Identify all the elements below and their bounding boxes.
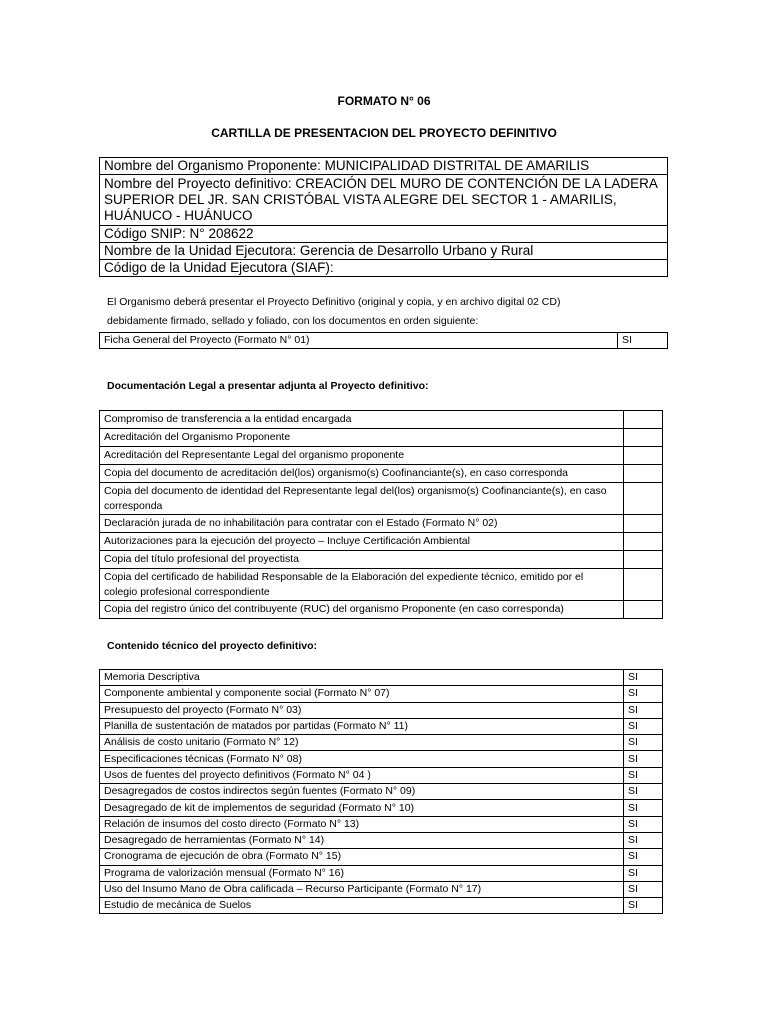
tecnico-value: SI (624, 849, 663, 865)
legal-item: Copia del documento de identidad del Representante legal del(los) organismo(s) Coofinanciante(s), en caso corresponda (100, 483, 624, 515)
checkbox-cell (624, 465, 663, 483)
legal-item: Acreditación del Representante Legal del organismo proponente (100, 447, 624, 465)
checkbox-cell (624, 515, 663, 533)
table-row (100, 751, 663, 767)
ficha-table (99, 332, 668, 349)
legal-item: Copia del documento de acreditación del(los) organismo(s) Coofinanciante(s), en caso corresponda (100, 465, 624, 483)
tecnico-item: Planilla de sustentación de matados por partidas (Formato N° 11) (100, 718, 624, 734)
legal-docs-table (99, 410, 663, 619)
checkbox-cell (624, 569, 663, 601)
tecnico-value: SI (624, 881, 663, 897)
tecnico-item: Cronograma de ejecución de obra (Formato N° 15) (100, 849, 624, 865)
table-row (100, 800, 663, 816)
table-row (100, 447, 663, 465)
tecnico-item: Desagregado de herramientas (Formato N° 14) (100, 832, 624, 848)
project-info-table (99, 157, 668, 277)
tecnico-item: Especificaciones técnicas (Formato N° 08) (100, 751, 624, 767)
tecnico-item: Uso del Insumo Mano de Obra calificada – Recurso Participante (Formato N° 17) (100, 881, 624, 897)
table-row (100, 686, 663, 702)
checkbox-cell (624, 411, 663, 429)
codigo-unidad-ejecutora: Código de la Unidad Ejecutora (SIAF): (100, 260, 668, 277)
table-row (100, 533, 663, 551)
legal-item: Autorizaciones para la ejecución del proyecto – Incluye Certificación Ambiental (100, 533, 624, 551)
table-row (100, 483, 663, 515)
tecnico-value: SI (624, 832, 663, 848)
tecnico-value: SI (624, 816, 663, 832)
tecnico-value: SI (624, 686, 663, 702)
table-row (100, 767, 663, 783)
checkbox-cell (624, 601, 663, 619)
info-row (100, 226, 668, 243)
form-number: FORMATO N° 06 (337, 94, 431, 108)
tecnico-value: SI (624, 718, 663, 734)
tecnico-value: SI (624, 865, 663, 881)
tecnico-item: Relación de insumos del costo directo (Formato N° 13) (100, 816, 624, 832)
intro-line-1: El Organismo deberá presentar el Proyecto Definitivo (original y copia, y en archivo digital 02 CD) (107, 296, 561, 308)
tecnico-item: Presupuesto del proyecto (Formato N° 03) (100, 702, 624, 718)
table-row (100, 881, 663, 897)
checkbox-cell (624, 429, 663, 447)
table-row (100, 333, 668, 349)
organismo-proponente: Nombre del Organismo Proponente: MUNICIPALIDAD DISTRITAL DE AMARILIS (100, 158, 668, 175)
checkbox-cell (624, 533, 663, 551)
tecnico-value: SI (624, 735, 663, 751)
table-row (100, 465, 663, 483)
checkbox-cell (624, 447, 663, 465)
checkbox-cell (624, 483, 663, 515)
codigo-snip: Código SNIP: N° 208622 (100, 226, 668, 243)
tecnico-item: Programa de valorización mensual (Formato N° 16) (100, 865, 624, 881)
tecnico-item: Memoria Descriptiva (100, 670, 624, 686)
tecnico-value: SI (624, 702, 663, 718)
ficha-value: SI (618, 333, 668, 349)
tecnico-item: Componente ambiental y componente social (Formato N° 07) (100, 686, 624, 702)
legal-item: Compromiso de transferencia a la entidad encargada (100, 411, 624, 429)
info-row (100, 260, 668, 277)
table-row (100, 429, 663, 447)
table-row (100, 865, 663, 881)
checkbox-cell (624, 551, 663, 569)
tecnico-item: Estudio de mecánica de Suelos (100, 898, 624, 914)
tecnico-value: SI (624, 784, 663, 800)
legal-item: Copia del título profesional del proyectista (100, 551, 624, 569)
tecnico-item: Usos de fuentes del proyecto definitivos (Formato N° 04 ) (100, 767, 624, 783)
table-row (100, 832, 663, 848)
document-title: CARTILLA DE PRESENTACION DEL PROYECTO DEFINITIVO (211, 126, 557, 140)
tecnico-item: Análisis de costo unitario (Formato N° 12) (100, 735, 624, 751)
tecnico-table (99, 669, 663, 914)
info-row (100, 158, 668, 175)
unidad-ejecutora: Nombre de la Unidad Ejecutora: Gerencia de Desarrollo Urbano y Rural (100, 243, 668, 260)
table-row (100, 784, 663, 800)
tecnico-item: Desagregados de costos indirectos según fuentes (Formato N° 09) (100, 784, 624, 800)
table-row (100, 718, 663, 734)
table-row (100, 411, 663, 429)
nombre-proyecto: Nombre del Proyecto definitivo: CREACIÓN DEL MURO DE CONTENCIÓN DE LA LADERA SUPERIOR DEL JR. SAN CRISTÓBAL VISTA ALEGRE DEL SECTOR 1 - AMARILIS, HUÁNUCO - HUÁNUCO (100, 175, 668, 226)
table-row (100, 515, 663, 533)
legal-item: Copia del registro único del contribuyente (RUC) del organismo Proponente (en caso corresponda) (100, 601, 624, 619)
table-row (100, 816, 663, 832)
info-row (100, 243, 668, 260)
legal-item: Declaración jurada de no inhabilitación para contratar con el Estado (Formato N° 02) (100, 515, 624, 533)
tecnico-value: SI (624, 767, 663, 783)
tecnico-item: Desagregado de kit de implementos de seguridad (Formato N° 10) (100, 800, 624, 816)
tecnico-value: SI (624, 898, 663, 914)
table-row (100, 551, 663, 569)
table-row (100, 898, 663, 914)
table-row (100, 702, 663, 718)
intro-line-2: debidamente firmado, sellado y foliado, con los documentos en orden siguiente: (107, 315, 479, 327)
tecnico-value: SI (624, 670, 663, 686)
tecnico-value: SI (624, 800, 663, 816)
tecnico-heading: Contenido técnico del proyecto definitivo: (107, 640, 318, 652)
legal-heading: Documentación Legal a presentar adjunta al Proyecto definitivo: (107, 380, 429, 392)
table-row (100, 569, 663, 601)
table-row (100, 849, 663, 865)
legal-item: Copia del certificado de habilidad Responsable de la Elaboración del expediente técnico, emitido por el colegio profesional correspondiente (100, 569, 624, 601)
tecnico-value: SI (624, 751, 663, 767)
table-row (100, 601, 663, 619)
legal-item: Acreditación del Organismo Proponente (100, 429, 624, 447)
table-row (100, 670, 663, 686)
table-row (100, 735, 663, 751)
ficha-label: Ficha General del Proyecto (Formato N° 01) (100, 333, 618, 349)
info-row (100, 175, 668, 226)
